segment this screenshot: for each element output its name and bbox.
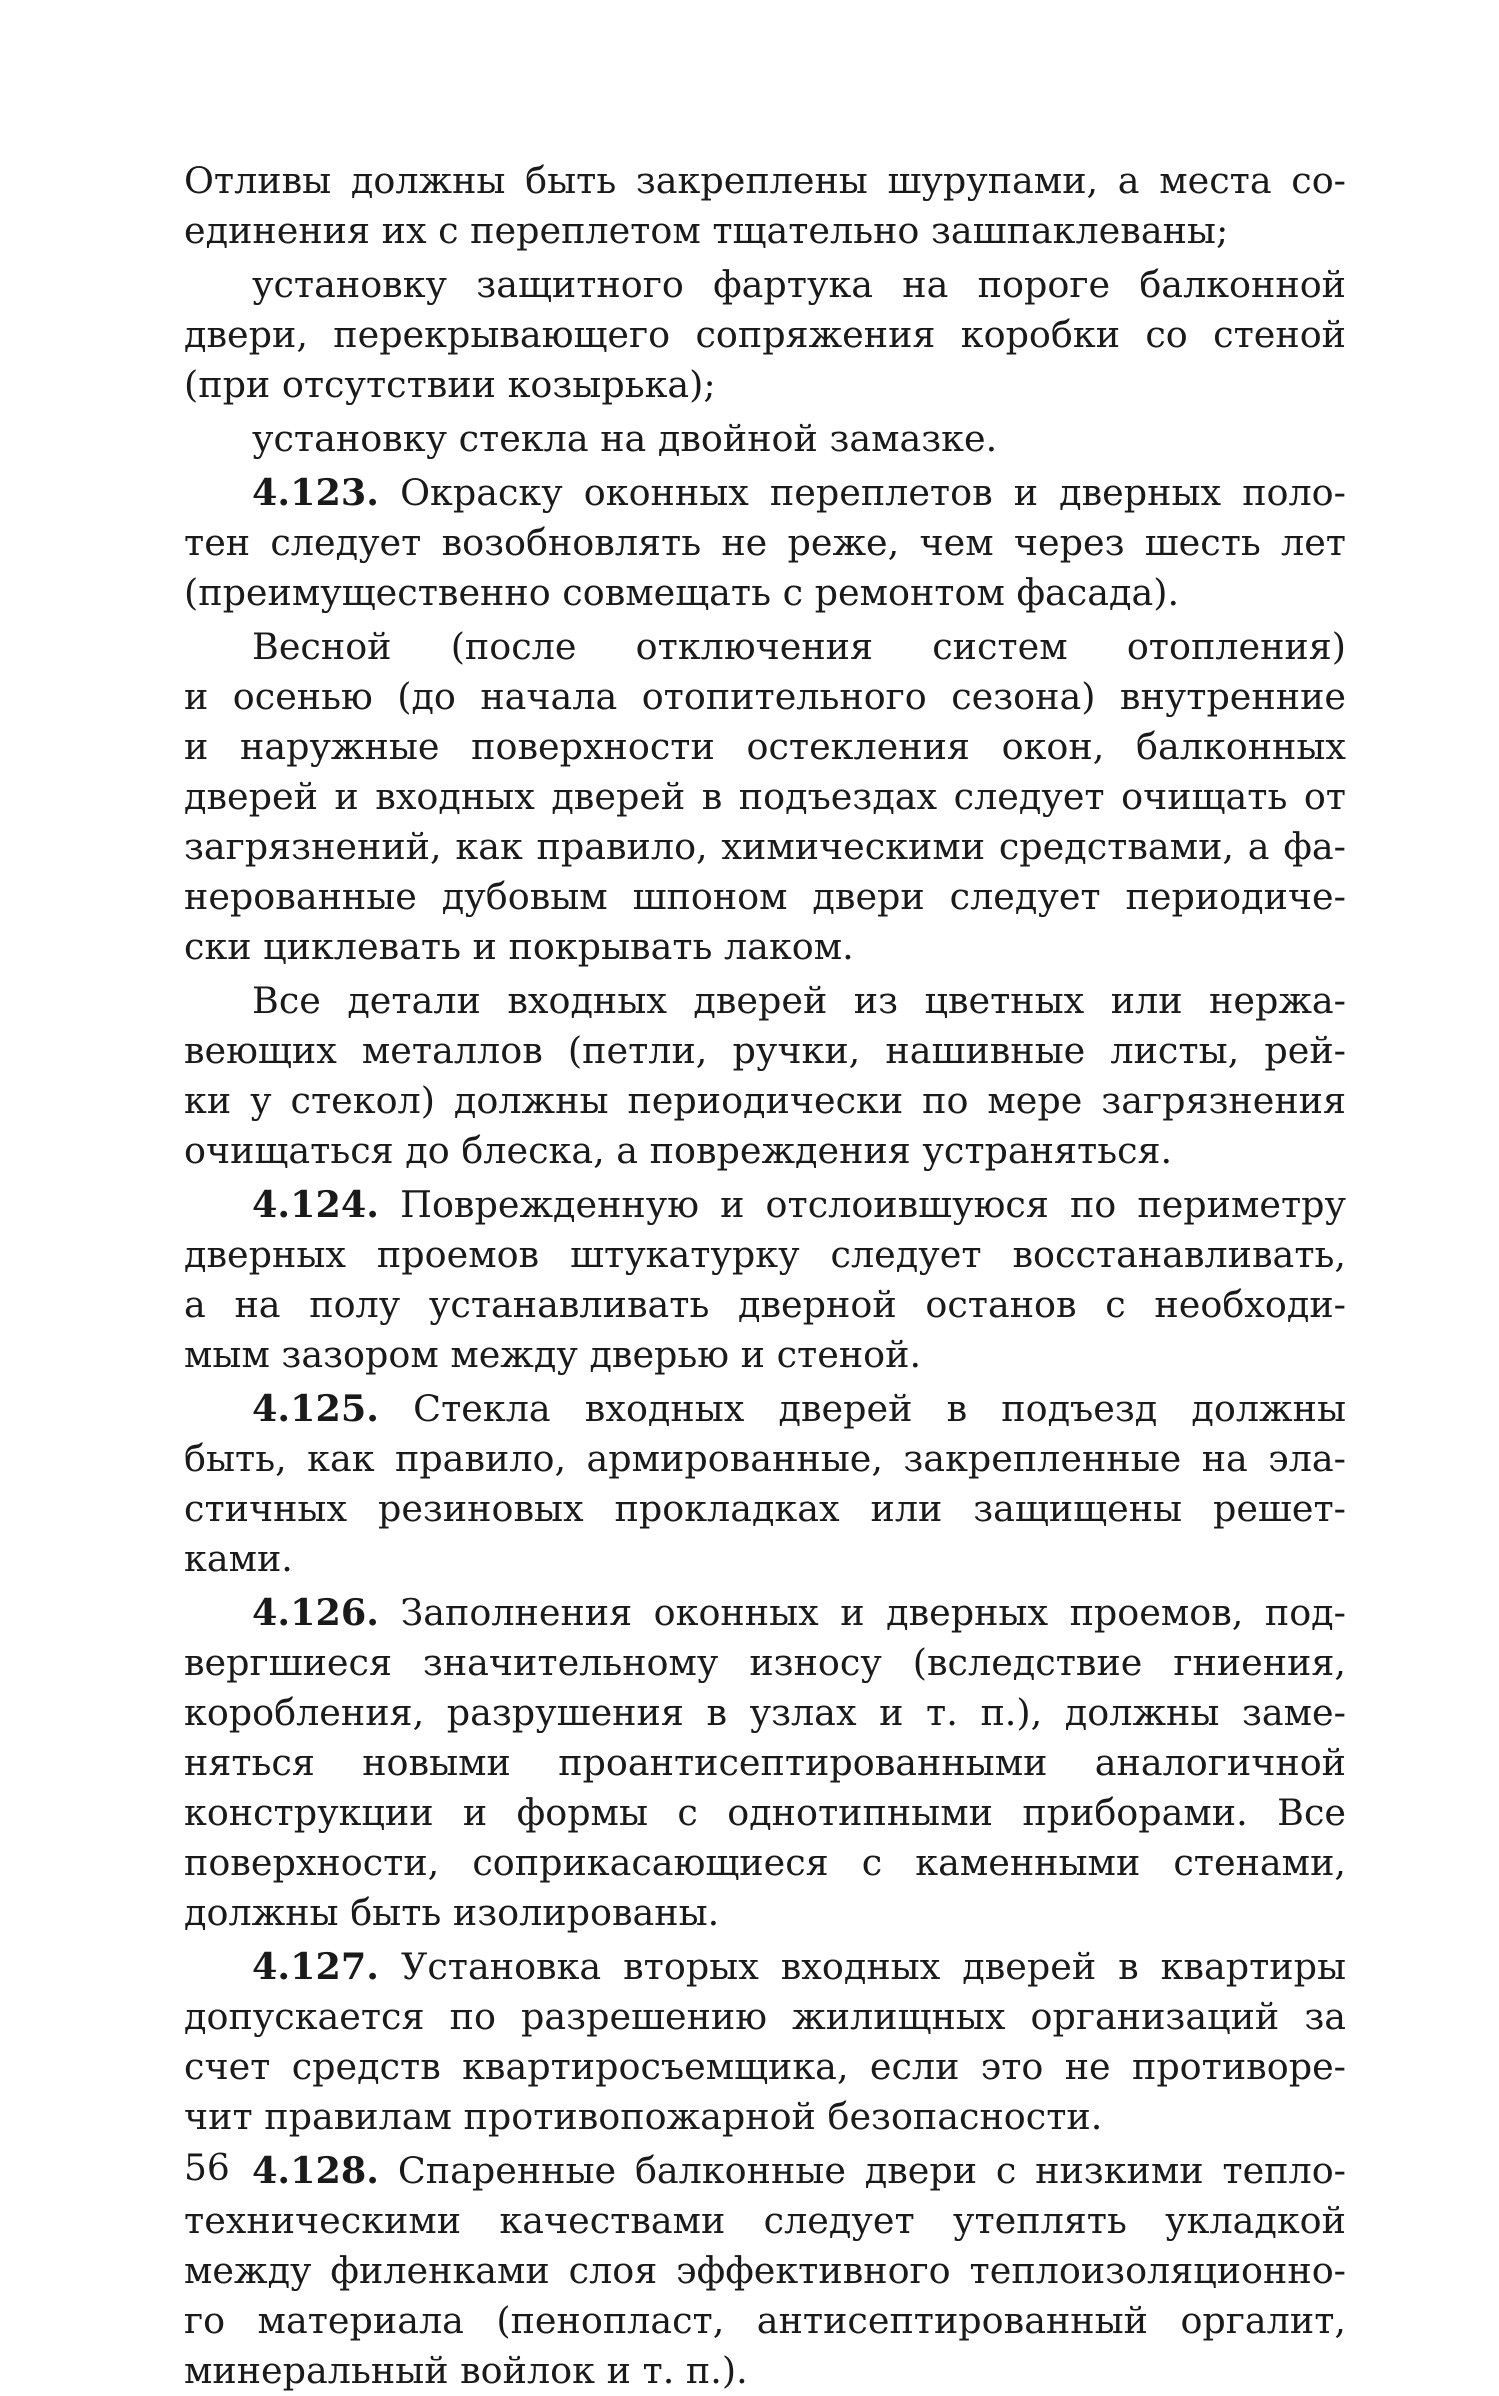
- line-text: нерованные дубовым шпоном двери следует периодиче-: [184, 875, 1346, 918]
- line-text: а на полу устанавливать дверной останов с необходи-: [184, 1283, 1346, 1326]
- body-text: [184, 156, 1346, 2396]
- paragraph: [184, 622, 1346, 972]
- line-text: го материала (пенопласт, антисептированный оргалит,: [184, 2299, 1346, 2342]
- text-line: [184, 1026, 1346, 1076]
- line-text: дверных проемов штукатурку следует восстанавливать,: [184, 1233, 1346, 1276]
- line-text: установку стекла на двойной замазке.: [252, 417, 998, 460]
- line-text: дверей и входных дверей в подъездах следует очищать от: [184, 775, 1346, 818]
- text-line: [184, 2346, 1346, 2396]
- text-line: [184, 622, 1346, 672]
- section-number: 4.128.: [252, 2149, 380, 2192]
- text-line: [184, 260, 1346, 310]
- line-text: между филенками слоя эффективного теплоизоляционно-: [184, 2249, 1346, 2292]
- text-line: [184, 1280, 1346, 1330]
- line-text: вергшиеся значительному износу (вследствие гниения,: [184, 1641, 1346, 1684]
- text-line: [184, 822, 1346, 872]
- paragraph: [184, 468, 1346, 618]
- line-text: поверхности, соприкасающиеся с каменными стенами,: [184, 1841, 1346, 1884]
- text-line: [184, 1230, 1346, 1280]
- line-text: мым зазором между дверью и стеной.: [184, 1333, 922, 1376]
- section-number: 4.125.: [252, 1387, 380, 1430]
- line-text: Стекла входных дверей в подъезд должны: [413, 1387, 1346, 1430]
- section-number: 4.127.: [252, 1945, 380, 1988]
- text-line: [184, 2146, 1346, 2196]
- line-text: Все детали входных дверей из цветных или нержа-: [252, 979, 1346, 1022]
- text-line: [184, 518, 1346, 568]
- section-number: 4.126.: [252, 1591, 380, 1634]
- text-line: [184, 206, 1346, 256]
- line-text: двери, перекрывающего сопряжения коробки со стеной: [184, 313, 1346, 356]
- section-number: 4.123.: [252, 471, 380, 514]
- paragraph: [184, 2146, 1346, 2396]
- text-line: [184, 1434, 1346, 1484]
- paragraph: [184, 1384, 1346, 1584]
- text-line: [184, 2042, 1346, 2092]
- paragraph: [184, 156, 1346, 256]
- section-number: 4.124.: [252, 1183, 380, 1226]
- text-line: [184, 1992, 1346, 2042]
- line-text: коробления, разрушения в узлах и т. п.), должны заме-: [184, 1691, 1346, 1734]
- line-text: няться новыми проантисептированными аналогичной: [184, 1741, 1346, 1784]
- text-line: [184, 1788, 1346, 1838]
- line-text: чит правилам противопожарной безопасности.: [184, 2095, 1103, 2138]
- text-line: [184, 310, 1346, 360]
- paragraph: [184, 1180, 1346, 1380]
- line-text: быть, как правило, армированные, закрепленные на эла-: [184, 1437, 1346, 1480]
- text-line: [184, 468, 1346, 518]
- text-line: [184, 2296, 1346, 2346]
- text-line: [184, 1534, 1346, 1584]
- line-text: Окраску оконных переплетов и дверных поло-: [400, 471, 1346, 514]
- text-line: [184, 2246, 1346, 2296]
- line-text: конструкции и формы с однотипными приборами. Все: [184, 1791, 1346, 1834]
- line-text: Поврежденную и отслоившуюся по периметру: [400, 1183, 1346, 1226]
- text-line: [184, 722, 1346, 772]
- line-text: Отливы должны быть закреплены шурупами, а места со-: [184, 159, 1346, 202]
- text-line: [184, 1180, 1346, 1230]
- text-line: [184, 1484, 1346, 1534]
- paragraph: [184, 414, 1346, 464]
- text-line: [184, 156, 1346, 206]
- text-line: [184, 2092, 1346, 2142]
- text-line: [184, 1588, 1346, 1638]
- line-text: загрязнений, как правило, химическими средствами, а фа-: [184, 825, 1346, 868]
- line-text: техническими качествами следует утеплять укладкой: [184, 2199, 1346, 2242]
- text-line: [184, 1638, 1346, 1688]
- text-line: [184, 360, 1346, 410]
- line-text: Весной (после отключения систем отопления): [252, 625, 1346, 668]
- text-line: [184, 1942, 1346, 1992]
- paragraph: [184, 1942, 1346, 2142]
- text-line: [184, 1838, 1346, 1888]
- line-text: очищаться до блеска, а повреждения устраняться.: [184, 1129, 1173, 1172]
- line-text: допускается по разрешению жилищных организаций за: [184, 1995, 1346, 2038]
- line-text: ски циклевать и покрывать лаком.: [184, 925, 854, 968]
- text-line: [184, 1126, 1346, 1176]
- text-line: [184, 772, 1346, 822]
- text-line: [184, 1688, 1346, 1738]
- line-text: минеральный войлок и т. п.).: [184, 2349, 748, 2392]
- line-text: Спаренные балконные двери с низкими тепло-: [397, 2149, 1347, 2192]
- text-line: [184, 872, 1346, 922]
- line-text: счет средств квартиросъемщика, если это не противоре-: [184, 2045, 1346, 2088]
- line-text: установку защитного фартука на пороге балконной: [252, 263, 1346, 306]
- text-line: [184, 1330, 1346, 1380]
- line-text: Установка вторых входных дверей в квартиры: [400, 1945, 1347, 1988]
- line-text: ками.: [184, 1537, 293, 1580]
- text-line: [184, 414, 1346, 464]
- line-text: веющих металлов (петли, ручки, нашивные листы, рей-: [184, 1029, 1346, 1072]
- line-text: ки у стекол) должны периодически по мере загрязнения: [184, 1079, 1346, 1122]
- text-line: [184, 672, 1346, 722]
- paragraph: [184, 260, 1346, 410]
- line-text: Заполнения оконных и дверных проемов, под-: [400, 1591, 1346, 1634]
- text-line: [184, 1076, 1346, 1126]
- paragraph: [184, 1588, 1346, 1938]
- text-line: [184, 568, 1346, 618]
- text-line: [184, 976, 1346, 1026]
- paragraph: [184, 976, 1346, 1176]
- line-text: единения их с переплетом тщательно зашпаклеваны;: [184, 209, 1229, 252]
- line-text: и наружные поверхности остекления окон, балконных: [184, 725, 1346, 768]
- page-number: 56: [184, 2148, 230, 2189]
- text-line: [184, 922, 1346, 972]
- text-line: [184, 1384, 1346, 1434]
- line-text: и осенью (до начала отопительного сезона) внутренние: [184, 675, 1346, 718]
- line-text: (преимущественно совмещать с ремонтом фасада).: [184, 571, 1180, 614]
- line-text: (при отсутствии козырька);: [184, 363, 716, 406]
- line-text: тен следует возобновлять не реже, чем через шесть лет: [184, 521, 1346, 564]
- line-text: стичных резиновых прокладках или защищены решет-: [184, 1487, 1346, 1530]
- text-line: [184, 2196, 1346, 2246]
- line-text: должны быть изолированы.: [184, 1891, 720, 1934]
- text-line: [184, 1738, 1346, 1788]
- text-line: [184, 1888, 1346, 1938]
